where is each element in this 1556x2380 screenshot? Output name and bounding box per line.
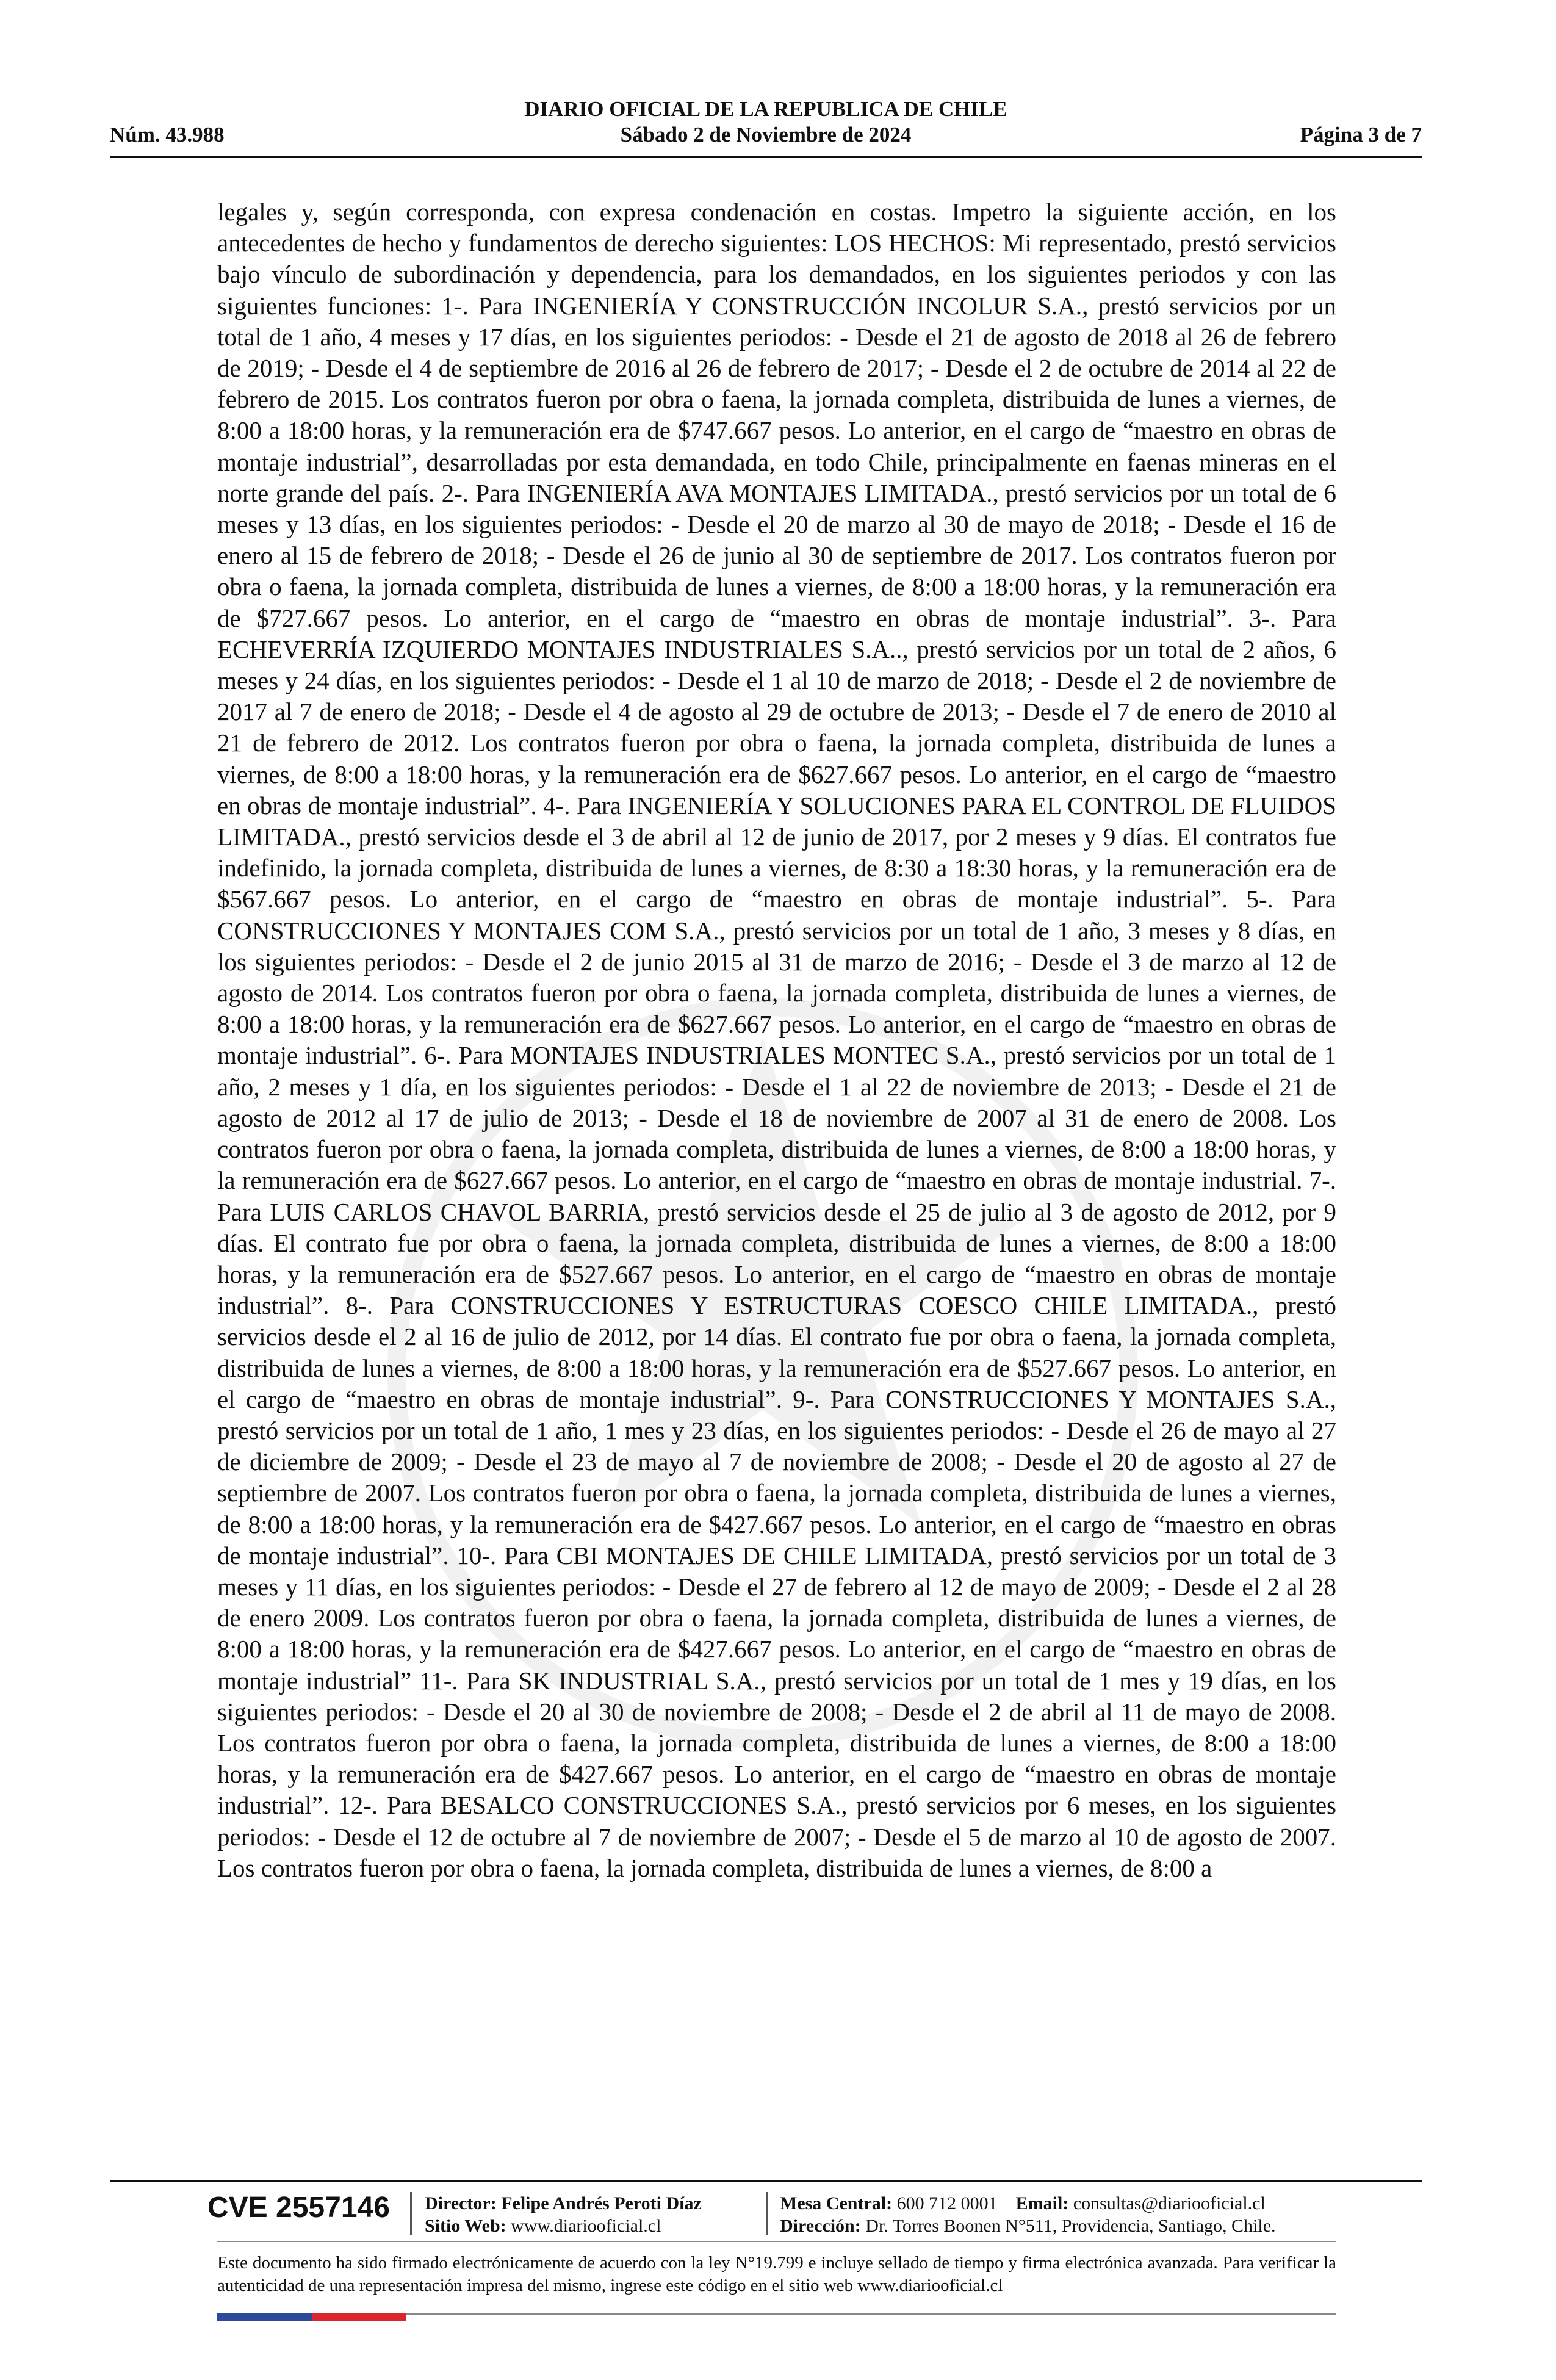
footer-contact-block	[780, 2192, 1276, 2237]
footer-separator	[766, 2192, 768, 2235]
director-label: Director:	[425, 2193, 497, 2213]
flag-red-segment	[312, 2313, 406, 2321]
signature-note: Este documento ha sido firmado electrónicamente de acuerdo con la ley N°19.799 e incluye sellado de tiempo y firma electrónica avanzada. Para verificar la autenticidad de una representación impresa del mismo, ingrese este código en el sitio web www.diariooficial.cl	[217, 2253, 1336, 2295]
site-link[interactable]: www.diariooficial.cl	[511, 2216, 661, 2236]
footer-divider	[110, 2180, 1422, 2182]
issue-date: Sábado 2 de Noviembre de 2024	[620, 123, 912, 146]
flag-stripe	[217, 2313, 406, 2321]
direccion-value: Dr. Torres Boonen N°511, Providencia, Santiago, Chile.	[865, 2216, 1276, 2236]
direccion-label: Dirección:	[780, 2216, 861, 2236]
footer-divider	[217, 2241, 1336, 2242]
mesa-label: Mesa Central:	[780, 2193, 893, 2213]
email-label: Email:	[1015, 2193, 1069, 2213]
cve-code: CVE 2557146	[207, 2191, 390, 2224]
footer-separator	[410, 2192, 412, 2235]
header-divider	[110, 156, 1422, 158]
site-label: Sitio Web:	[425, 2216, 506, 2236]
mesa-phone: 600 712 0001	[896, 2193, 998, 2213]
body-paragraph: legales y, según corresponda, con expresa condenación en costas. Impetro la siguiente acción, en los antecedentes de hecho y fundamentos de derecho siguientes: LOS HECHOS: Mi representado, prestó servicios bajo vínculo de subordinación y dependencia, para los demandados, en los siguientes periodos y con las siguientes funciones: 1-. Para INGENIERÍA Y CONSTRUCCIÓN INCOLUR S.A., prestó servicios por un total de 1 año, 4 meses y 17 días, en los siguientes periodos: - Desde el 21 de agosto de 2018 al 26 de febrero de 2019; - Desde el 4 de septiembre de 2016 al 26 de febrero de 2017; - Desde el 2 de octubre de 2014 al 22 de febrero de 2015. Los contratos fueron por obra o faena, la jornada completa, distribuida de lunes a viernes, de 8:00 a 18:00 horas, y la remuneración era de $747.667 pesos. Lo anterior, en el cargo de “maestro en obras de montaje industrial”, desarrolladas por esta demandada, en todo Chile, principalmente en faenas mineras en el norte grande del país. 2-. Para INGENIERÍA AVA MONTAJES LIMITADA., prestó servicios por un total de 6 meses y 13 días, en los siguientes periodos: - Desde el 20 de marzo al 30 de mayo de 2018; - Desde el 16 de enero al 15 de febrero de 2018; - Desde el 26 de junio al 30 de septiembre de 2017. Los contratos fueron por obra o faena, la jornada completa, distribuida de lunes a viernes, de 8:00 a 18:00 horas, y la remuneración era de $727.667 pesos. Lo anterior, en el cargo de “maestro en obras de montaje industrial”. 3-. Para ECHEVERRÍA IZQUIERDO MONTAJES INDUSTRIALES S.A.., prestó servicios por un total de 2 años, 6 meses y 24 días, en los siguientes periodos: - Desde el 1 al 10 de marzo de 2018; - Desde el 2 de noviembre de 2017 al 7 de enero de 2018; - Desde el 4 de agosto al 29 de octubre de 2013; - Desde el 7 de enero de 2010 al 21 de febrero de 2012. Los contratos fueron por obra o faena, la jornada completa, distribuida de lunes a viernes, de 8:00 a 18:00 horas, y la remuneración era de $627.667 pesos. Lo anterior, en el cargo de “maestro en obras de montaje industrial”. 4-. Para INGENIERÍA Y SOLUCIONES PARA EL CONTROL DE FLUIDOS LIMITADA., prestó servicios desde el 3 de abril al 12 de junio de 2017, por 2 meses y 9 días. El contratos fue indefinido, la jornada completa, distribuida de lunes a viernes, de 8:30 a 18:30 horas, y la remuneración era de $567.667 pesos. Lo anterior, en el cargo de “maestro en obras de montaje industrial”. 5-. Para CONSTRUCCIONES Y MONTAJES COM S.A., prestó servicios por un total de 1 año, 3 meses y 8 días, en los siguientes periodos: - Desde el 2 de junio 2015 al 31 de marzo de 2016; - Desde el 3 de marzo al 12 de agosto de 2014. Los contratos fueron por obra o faena, la jornada completa, distribuida de lunes a viernes, de 8:00 a 18:00 horas, y la remuneración era de $627.667 pesos. Lo anterior, en el cargo de “maestro en obras de montaje industrial”. 6-. Para MONTAJES INDUSTRIALES MONTEC S.A., prestó servicios por un total de 1 año, 2 meses y 1 día, en los siguientes periodos: - Desde el 1 al 22 de noviembre de 2013; - Desde el 21 de agosto de 2012 al 17 de julio de 2013; - Desde el 18 de noviembre de 2007 al 31 de enero de 2008. Los contratos fueron por obra o faena, la jornada completa, distribuida de lunes a viernes, de 8:00 a 18:00 horas, y la remuneración era de $627.667 pesos. Lo anterior, en el cargo de “maestro en obras de montaje industrial. 7-. Para LUIS CARLOS CHAVOL BARRIA, prestó servicios desde el 25 de julio al 3 de agosto de 2012, por 9 días. El contrato fue por obra o faena, la jornada completa, distribuida de lunes a viernes, de 8:00 a 18:00 horas, y la remuneración era de $527.667 pesos. Lo anterior, en el cargo de “maestro en obras de montaje industrial”. 8-. Para CONSTRUCCIONES Y ESTRUCTURAS COESCO CHILE LIMITADA., prestó servicios desde el 2 al 16 de julio de 2012, por 14 días. El contrato fue por obra o faena, la jornada completa, distribuida de lunes a viernes, de 8:00 a 18:00 horas, y la remuneración era de $527.667 pesos. Lo anterior, en el cargo de “maestro en obras de montaje industrial”. 9-. Para CONSTRUCCIONES Y MONTAJES S.A., prestó servicios por un total de 1 año, 1 mes y 23 días, en los siguientes periodos: - Desde el 26 de mayo al 27 de diciembre de 2009; - Desde el 23 de mayo al 7 de noviembre de 2008; - Desde el 20 de agosto al 27 de septiembre de 2007. Los contratos fueron por obra o faena, la jornada completa, distribuida de lunes a viernes, de 8:00 a 18:00 horas, y la remuneración era de $427.667 pesos. Lo anterior, en el cargo de “maestro en obras de montaje industrial”. 10-. Para CBI MONTAJES DE CHILE LIMITADA, prestó servicios por un total de 3 meses y 11 días, en los siguientes periodos: - Desde el 27 de febrero al 12 de mayo de 2009; - Desde el 2 al 28 de enero 2009. Los contratos fueron por obra o faena, la jornada completa, distribuida de lunes a viernes, de 8:00 a 18:00 horas, y la remuneración era de $427.667 pesos. Lo anterior, en el cargo de “maestro en obras de montaje industrial” 11-. Para SK INDUSTRIAL S.A., prestó servicios por un total de 1 mes y 19 días, en los siguientes periodos: - Desde el 20 al 30 de noviembre de 2008; - Desde el 2 de abril al 11 de mayo de 2008. Los contratos fueron por obra o faena, la jornada completa, distribuida de lunes a viernes, de 8:00 a 18:00 horas, y la remuneración era de $427.667 pesos. Lo anterior, en el cargo de “maestro en obras de montaje industrial”. 12-. Para BESALCO CONSTRUCCIONES S.A., prestó servicios por 6 meses, en los siguientes periodos: - Desde el 12 de octubre al 7 de noviembre de 2007; - Desde el 5 de marzo al 10 de agosto de 2007. Los contratos fueron por obra o faena, la jornada completa, distribuida de lunes a viernes, de 8:00 a	[217, 198, 1336, 1882]
page-header	[110, 96, 1422, 155]
issue-number: Núm. 43.988	[110, 123, 225, 146]
email-link[interactable]: consultas@diariooficial.cl	[1073, 2193, 1266, 2213]
publication-title: DIARIO OFICIAL DE LA REPUBLICA DE CHILE	[524, 97, 1007, 121]
director-name: Felipe Andrés Peroti Díaz	[501, 2193, 702, 2213]
footer-director-block	[425, 2192, 702, 2237]
page-indicator: Página 3 de 7	[1300, 123, 1422, 146]
flag-blue-segment	[217, 2313, 312, 2321]
